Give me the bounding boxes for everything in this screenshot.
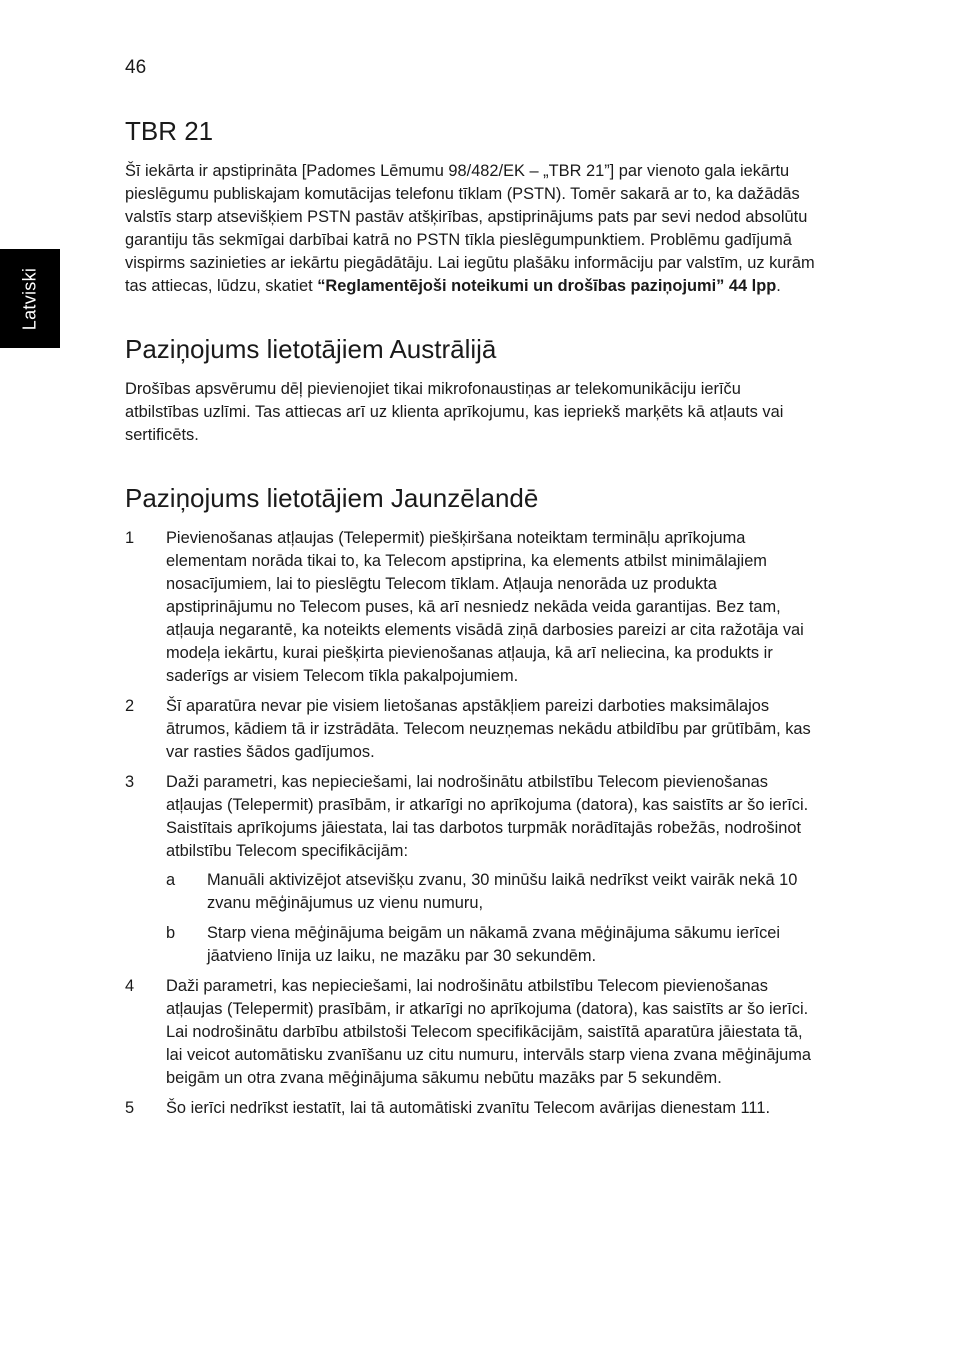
page-number: 46: [125, 57, 147, 78]
list-item: [125, 527, 815, 688]
numbered-list: [125, 527, 815, 1120]
list-item-number: 4: [125, 977, 135, 995]
side-tab-label: Latviski: [19, 267, 40, 331]
section-body-australia: Drošības apsvērumu dēļ pievienojiet tikai mikrofonaustiņas ar telekomunikāciju ierīču atbilstības uzlīmi. Tas attiecas arī uz klienta aprīkojumu, kas iepriekš marķēts kā atļauts vai sertificēts.: [125, 380, 784, 444]
sub-list-item: [166, 869, 815, 915]
sub-list-item: [166, 922, 815, 968]
body-bold-reference: “Reglamentējoši noteikumi un drošības paziņojumi” 44 lpp: [317, 277, 777, 295]
list-item-number: 1: [125, 529, 135, 547]
list-item-text: Šī aparatūra nevar pie visiem lietošanas apstākļiem pareizi darboties maksimālajos ātrumos, kādiem tā ir izstrādāta. Telecom neuzņemas nekādu atbildību par grūtībām, kas var rasties šādos gadījumos.: [166, 697, 811, 761]
section-title-new-zealand: Paziņojums lietotājiem Jaunzēlandē: [125, 483, 539, 513]
list-item-body: [166, 771, 815, 968]
list-item-number: 3: [125, 773, 135, 791]
sub-list-item-letter: a: [166, 871, 176, 889]
list-item-number: 5: [125, 1099, 135, 1117]
page-content: [125, 114, 815, 1127]
list-item: [125, 975, 815, 1090]
sub-list-item-text: Manuāli aktivizējot atsevišķu zvanu, 30 minūšu laikā nedrīkst veikt vairāk nekā 10 zvanu mēģinājumus uz vienu numuru,: [207, 871, 798, 912]
sub-list-item-letter: b: [166, 924, 176, 942]
sub-list-item-text: Starp viena mēģinājuma beigām un nākamā zvana mēģinājuma sākumu ierīcei jāatvieno līnija uz laiku, ne mazāku par 30 sekundēm.: [207, 924, 781, 965]
body-text: Šī iekārta ir apstiprināta [Padomes Lēmumu 98/482/EK – „TBR 21”] par vienoto gala iekārtu pieslēgumu publiskajam komutācijas telefonu tīklam (PSTN). Tomēr sakarā ar to, ka dažādās valstīs starp atsevišķiem PSTN pastāv atšķirības, apstiprinājums pats par sevi nedod absolūtu garantiju tās sekmīgai darbībai katrā no PSTN tīkla pieslēgumpunktiem. Problēmu gadījumā vispirms sazinieties ar iekārtu piegādātāju. Lai iegūtu plašāku informāciju par valstīm, uz kurām tas attiecas, lūdzu, skatiet: [125, 162, 815, 295]
section-body-tbr21: [125, 160, 815, 298]
list-item-number: 2: [125, 697, 135, 715]
sub-list: [166, 869, 815, 968]
body-text-end: .: [776, 277, 781, 295]
section-title-australia: Paziņojums lietotājiem Austrālijā: [125, 334, 497, 364]
list-item: [125, 1097, 815, 1120]
list-item: [125, 695, 815, 764]
list-item-text: Šo ierīci nedrīkst iestatīt, lai tā automātiski zvanītu Telecom avārijas dienestam 111.: [166, 1099, 771, 1117]
list-item-text: Daži parametri, kas nepieciešami, lai nodrošinātu atbilstību Telecom pievienošanas atļaujas (Telepermit) prasībām, ir atkarīgi no aprīkojuma (datora), kas saistīts ar šo ierīci. Saistītais aprīkojums jāiestata, lai tas darbotos turpmāk norādītajās robežās, nodrošinot atbilstību Telecom specifikācijām:: [166, 773, 809, 860]
list-item: [125, 771, 815, 968]
list-item-text: Daži parametri, kas nepieciešami, lai nodrošinātu atbilstību Telecom pievienošanas atļaujas (Telepermit) prasībām, ir atkarīgi no aprīkojuma (datora), kas saistīts ar šo ierīci. Lai nodrošinātu darbību atbilstoši Telecom specifikācijām, saistītā aparatūra jāiestata tā, lai veicot automātisku zvanīšanu uz citu numuru, intervāls starp viena zvana mēģinājuma beigām un otra zvana mēģinājuma sākumu nebūtu mazāks par 5 sekundēm.: [166, 977, 812, 1087]
section-title-tbr21: TBR 21: [125, 116, 214, 146]
list-item-text: Pievienošanas atļaujas (Telepermit) piešķiršana noteiktam termināļu aprīkojuma elementam norāda tikai to, ka Telecom apstiprina, ka elements atbilst minimālajiem nosacījumiem, lai to pieslēgtu Telecom tīklam. Atļauja nenorāda uz produkta apstiprinājumu no Telecom puses, kā arī nesniedz nekāda veida garantijas. Bez tam, atļauja negarantē, ka noteikts elements visādā ziņā darbosies pareizi ar cita ražotāja vai modeļa iekārtu, kurai piešķirta pievienošanas atļauja, kā arī neliecina, ka produkts ir saderīgs ar visiem Telecom tīkla pakalpojumiem.: [166, 529, 804, 685]
language-side-tab: [0, 249, 60, 348]
